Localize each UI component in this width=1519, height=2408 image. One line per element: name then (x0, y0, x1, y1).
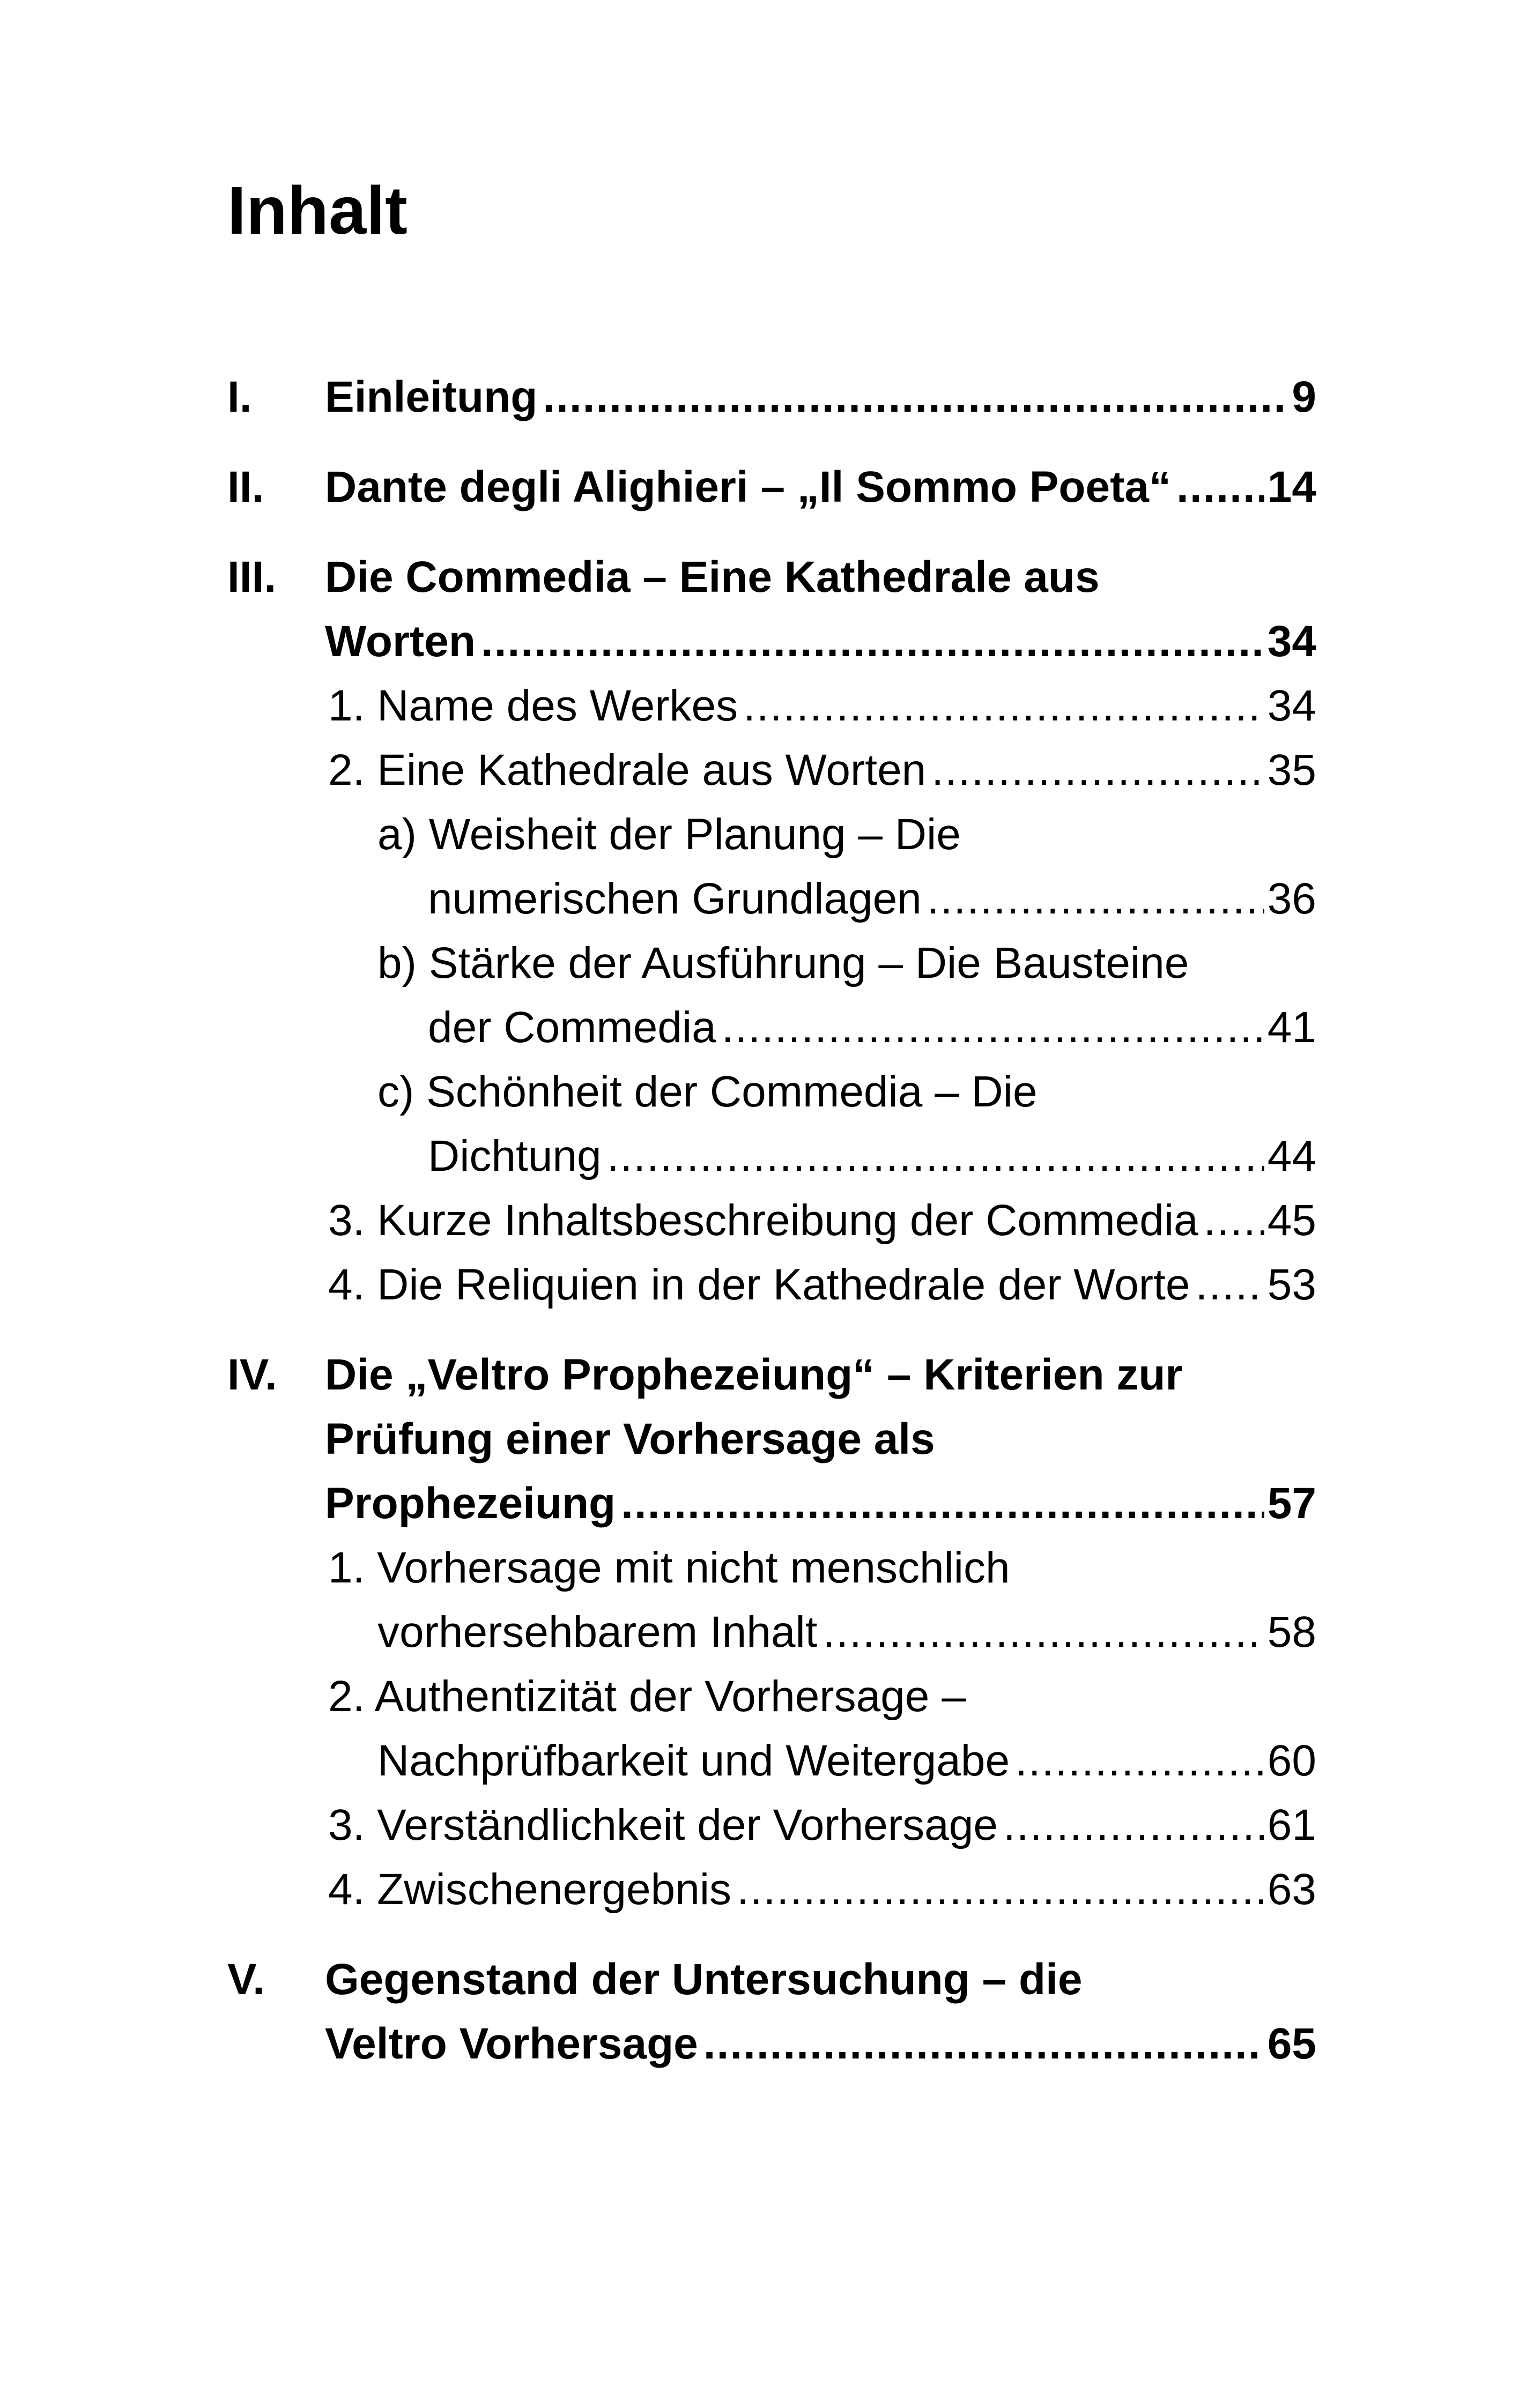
section-entry-title: b) Stärke der Ausführung – Die Bausteine (377, 939, 1189, 987)
section-entry-title: 3. Verständlichkeit der Vorhersage (328, 1801, 998, 1849)
dot-leader (1196, 1263, 1264, 1307)
chapter-entry (325, 555, 1100, 599)
dot-leader (823, 1610, 1264, 1654)
dot-leader (931, 748, 1264, 792)
chapter-entry-title: Die „Veltro Prophezeiung“ – Kriterien zur (325, 1350, 1183, 1399)
section-entry-title: Dichtung (428, 1132, 602, 1180)
section-entry-page-number: 60 (1267, 1736, 1316, 1785)
dot-leader (1003, 1803, 1264, 1847)
section-entry-title: 1. Vorhersage mit nicht menschlich (328, 1543, 1010, 1592)
dot-leader (737, 1868, 1264, 1912)
chapter-entry-page-number: 34 (1267, 617, 1316, 666)
section-entry-page-number: 58 (1267, 1608, 1316, 1656)
chapter-entry (325, 1417, 935, 1461)
dot-leader (481, 620, 1264, 664)
chapter-entry-title: Prophezeiung (325, 1479, 616, 1528)
chapter-entry-title: Die Commedia – Eine Kathedrale aus (325, 553, 1100, 601)
dot-leader (1015, 1739, 1264, 1783)
section-entry-title: 4. Die Reliquien in der Kathedrale der Worte (328, 1260, 1190, 1309)
section-entry (428, 1134, 1316, 1178)
chapter-entry (325, 1955, 1083, 2004)
section-entry-page-number: 45 (1267, 1196, 1316, 1245)
section-entry-title: vorhersehbarem Inhalt (377, 1608, 818, 1656)
section-entry-title: 2. Eine Kathedrale aus Worten (328, 746, 927, 794)
chapter-numeral: II. (227, 463, 264, 511)
section-entry-title: numerischen Grundlagen (428, 874, 922, 923)
section-entry (428, 874, 1316, 923)
section-entry (328, 748, 1316, 792)
dot-leader (703, 2022, 1264, 2066)
chapter-entry-page-number: 9 (1292, 373, 1316, 421)
dot-leader (743, 684, 1264, 728)
section-entry-page-number: 63 (1267, 1865, 1316, 1914)
section-entry (377, 1610, 1316, 1654)
section-entry (328, 1672, 966, 1721)
section-entry (328, 1803, 1316, 1847)
dot-leader (722, 1006, 1264, 1050)
chapter-entry-page-number: 57 (1267, 1479, 1316, 1528)
chapter-numeral: III. (227, 553, 277, 601)
chapter-entry-title: Einleitung (325, 373, 538, 421)
chapter-numeral: IV. (227, 1350, 277, 1399)
dot-leader (1176, 465, 1264, 509)
section-entry (377, 1067, 1038, 1116)
section-entry (428, 1003, 1316, 1052)
chapter-entry (325, 1350, 1183, 1399)
section-entry-title: a) Weisheit der Planung – Die (377, 810, 961, 859)
chapter-entry-title: Worten (325, 617, 476, 666)
chapter-entry (325, 375, 1316, 419)
dot-leader (607, 1134, 1264, 1178)
section-entry-page-number: 44 (1267, 1132, 1316, 1180)
section-entry (328, 1865, 1316, 1914)
section-entry (377, 941, 1189, 985)
dot-leader (1204, 1199, 1264, 1243)
section-entry-page-number: 36 (1267, 874, 1316, 923)
chapter-entry-page-number: 65 (1267, 2019, 1316, 2068)
chapter-entry-page-number: 14 (1267, 463, 1316, 511)
section-entry-page-number: 41 (1267, 1003, 1316, 1052)
section-entry-page-number: 35 (1267, 746, 1316, 794)
section-entry (377, 1736, 1316, 1785)
chapter-entry (325, 617, 1316, 666)
chapter-entry-title: Gegenstand der Untersuchung – die (325, 1955, 1083, 2004)
section-entry-title: Nachprüfbarkeit und Weitergabe (377, 1736, 1010, 1785)
section-entry-title: 4. Zwischenergebnis (328, 1865, 732, 1914)
section-entry (328, 681, 1316, 730)
section-entry-title: 2. Authentizität der Vorhersage – (328, 1672, 966, 1721)
chapter-entry (325, 2019, 1316, 2068)
dot-leader (927, 877, 1264, 921)
section-entry-title: 3. Kurze Inhaltsbeschreibung der Commedia (328, 1196, 1198, 1245)
section-entry-page-number: 61 (1267, 1801, 1316, 1849)
section-entry (377, 810, 961, 859)
section-entry-title: 1. Name des Werkes (328, 681, 738, 730)
chapter-entry-title: Prüfung einer Vorhersage als (325, 1415, 935, 1463)
section-entry-title: c) Schönheit der Commedia – Die (377, 1067, 1038, 1116)
chapter-entry-title: Dante degli Alighieri – „Il Sommo Poeta“ (325, 463, 1172, 511)
section-entry (328, 1543, 1010, 1592)
dot-leader (543, 375, 1288, 419)
chapter-numeral: I. (227, 373, 252, 421)
section-entry-page-number: 53 (1267, 1260, 1316, 1309)
page-title: Inhalt (227, 173, 407, 248)
chapter-entry (325, 1479, 1316, 1528)
chapter-entry-title: Veltro Vorhersage (325, 2019, 698, 2068)
chapter-numeral: V. (227, 1955, 265, 2004)
dot-leader (621, 1482, 1264, 1526)
section-entry (328, 1260, 1316, 1309)
section-entry-page-number: 34 (1267, 681, 1316, 730)
section-entry (328, 1196, 1316, 1245)
section-entry-title: der Commedia (428, 1003, 716, 1052)
chapter-entry (325, 465, 1316, 509)
